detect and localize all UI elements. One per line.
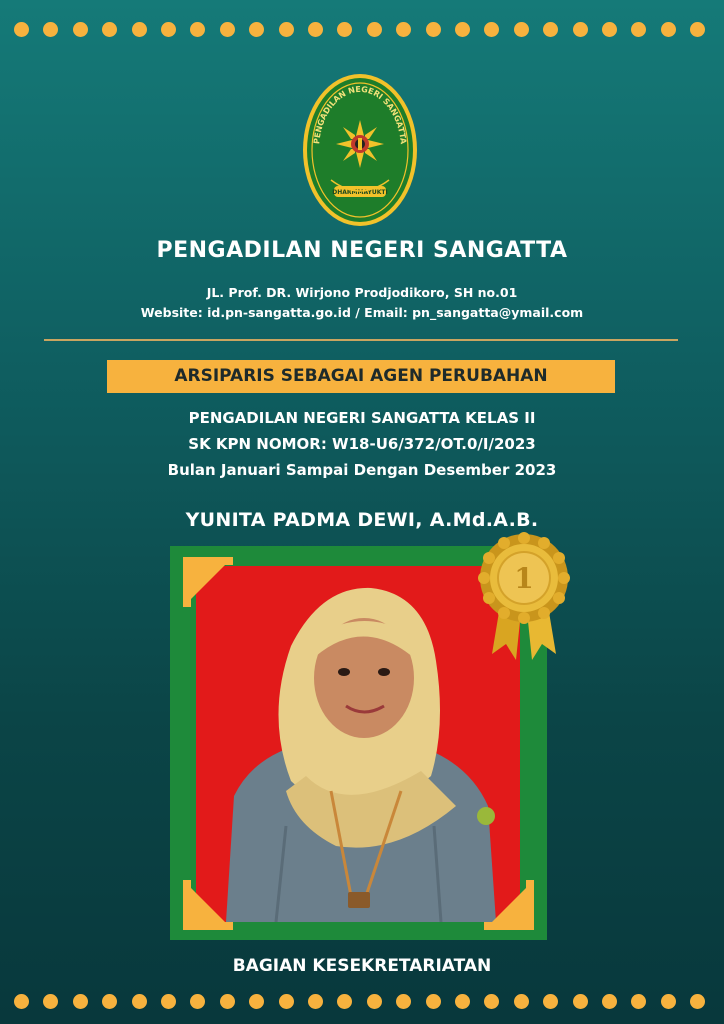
border-dot — [690, 994, 705, 1009]
border-dot — [455, 994, 470, 1009]
border-dot — [455, 22, 470, 37]
border-dot — [249, 22, 264, 37]
border-dot — [514, 22, 529, 37]
border-dot — [337, 994, 352, 1009]
department-label: BAGIAN KESEKRETARIATAN — [232, 956, 492, 976]
top-dot-border — [0, 22, 724, 38]
border-dot — [484, 22, 499, 37]
border-dot — [631, 994, 646, 1009]
bottom-dot-border — [0, 994, 724, 1010]
border-dot — [426, 22, 441, 37]
border-dot — [573, 22, 588, 37]
border-dot — [602, 22, 617, 37]
border-dot — [396, 994, 411, 1009]
frame-corner-top-left — [183, 557, 233, 607]
border-dot — [661, 994, 676, 1009]
border-dot — [631, 22, 646, 37]
border-dot — [73, 22, 88, 37]
border-dot — [220, 22, 235, 37]
decree-number-line: SK KPN NOMOR: W18-U6/372/OT.0/I/2023 — [188, 435, 536, 453]
border-dot — [602, 994, 617, 1009]
border-dot — [161, 994, 176, 1009]
divider — [44, 339, 678, 341]
border-dot — [484, 994, 499, 1009]
border-dot — [367, 22, 382, 37]
period-line: Bulan Januari Sampai Dengan Desember 2023 — [167, 461, 557, 479]
border-dot — [514, 994, 529, 1009]
border-dot — [132, 22, 147, 37]
border-dot — [73, 994, 88, 1009]
border-dot — [249, 994, 264, 1009]
border-dot — [102, 22, 117, 37]
contact-line: Website: id.pn-sangatta.go.id / Email: pn_sangatta@ymail.com — [140, 305, 584, 320]
border-dot — [543, 22, 558, 37]
border-dot — [43, 994, 58, 1009]
border-dot — [308, 994, 323, 1009]
border-dot — [426, 994, 441, 1009]
awardee-name: YUNITA PADMA DEWI, A.Md.A.B. — [185, 509, 539, 531]
border-dot — [573, 994, 588, 1009]
frame-corner-bottom-left — [183, 880, 233, 930]
logo-motto: DHARMMAYUKTI — [332, 189, 388, 196]
border-dot — [43, 22, 58, 37]
border-dot — [102, 994, 117, 1009]
address-line: JL. Prof. DR. Wirjono Prodjodikoro, SH no.01 — [206, 285, 518, 300]
border-dot — [220, 994, 235, 1009]
border-dot — [690, 22, 705, 37]
portrait-illustration — [196, 566, 520, 922]
gold-medal-icon — [478, 532, 570, 664]
logo-ring-text: PENGADILAN NEGERI SANGATTA — [312, 84, 408, 145]
court-emblem-icon — [301, 72, 419, 228]
border-dot — [337, 22, 352, 37]
border-dot — [308, 22, 323, 37]
court-class-line: PENGADILAN NEGERI SANGATTA KELAS II — [188, 409, 536, 427]
award-banner: ARSIPARIS SEBAGAI AGEN PERUBAHAN — [107, 360, 615, 393]
border-dot — [367, 994, 382, 1009]
medal-number: 1 — [514, 562, 534, 595]
frame-corner-bottom-right — [484, 880, 534, 930]
border-dot — [190, 994, 205, 1009]
border-dot — [396, 22, 411, 37]
border-dot — [161, 22, 176, 37]
border-dot — [279, 994, 294, 1009]
border-dot — [543, 994, 558, 1009]
border-dot — [14, 994, 29, 1009]
border-dot — [279, 22, 294, 37]
border-dot — [132, 994, 147, 1009]
border-dot — [661, 22, 676, 37]
border-dot — [190, 22, 205, 37]
border-dot — [14, 22, 29, 37]
page-title: PENGADILAN NEGERI SANGATTA — [156, 238, 568, 263]
awardee-photo — [196, 566, 520, 922]
